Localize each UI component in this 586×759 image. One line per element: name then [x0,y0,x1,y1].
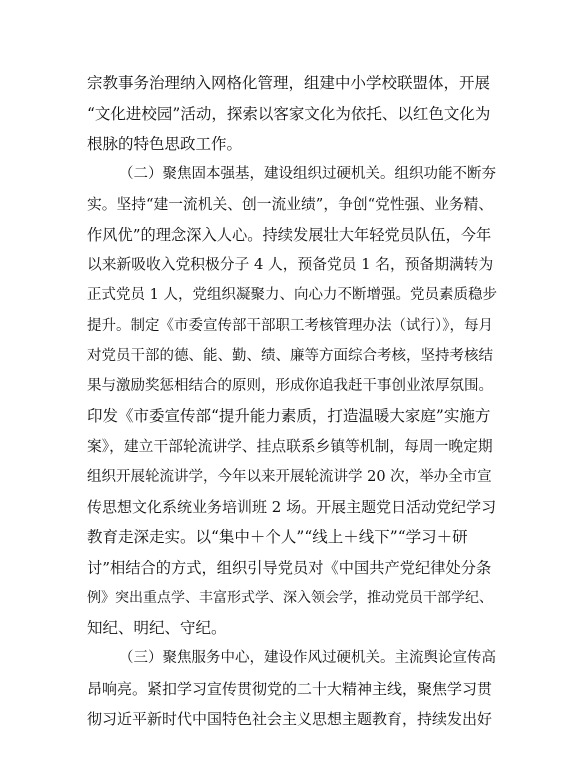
text-line: 传思想文化系统业务培训班 2 场。开展主题党日活动党纪学习 [87,498,497,516]
text-line: 以来新吸收入党积极分子 4 人，预备党员 1 名，预备期满转为 [87,256,494,273]
section-heading-line: （二）聚焦固本强基，建设组织过硬机关。组织功能不断夯 [119,166,496,182]
text-line: 对党员干部的德、能、勤、绩、廉等方面综合考核，坚持考核结 [87,348,493,364]
text-line: 组织开展轮流讲学，今年以来开展轮流讲学 20 次，举办全市宣 [87,469,492,485]
text-line: 例》突出重点学、丰富形式学、深入领会学，推动党员干部学纪、 [87,590,493,606]
text-line: “文化进校园”活动，探索以客家文化为依托、以红色文化为 [87,105,491,123]
text-line: 正式党员 1 人，党组织凝聚力、向心力不断增强。党员素质稳步 [87,287,497,303]
text-line: 彻习近平新时代中国特色社会主义思想主题教育，持续发出好 [87,710,493,728]
text-line: 实。坚持“建一流机关、创一流业绩”，争创“党性强、业务精、 [87,196,494,213]
text-line: 讨”相结合的方式，组织引导党员对《中国共产党纪律处分条 [87,559,492,577]
text-line: 印发《市委宣传部“提升能力素质，打造温暖大家庭”实施方 [87,407,491,425]
text-line: 提升。制定《市委宣传部干部职工考核管理办法（试行）》，每月 [87,318,493,334]
text-line: 教育走深走实。以“集中＋个人”“线上＋线下”“学习＋研 [87,528,468,546]
text-line: 作风优”的理念深入人心。持续发展壮大年轻党员队伍，今年 [87,226,492,244]
text-line: 昂响亮。紧扣学习宣传贯彻党的二十大精神主线，聚焦学习贯 [87,680,493,698]
text-line: 果与激励奖惩相结合的原则，形成你追我赶干事创业浓厚氛围。 [87,378,493,394]
text-line: 宗教事务治理纳入网格化管理，组建中小学校联盟体，开展 [87,74,491,92]
section-heading-line: （三）聚焦服务中心，建设作风过硬机关。主流舆论宣传高 [119,650,496,666]
text-line: 知纪、明纪、守纪。 [87,619,227,637]
text-line: 案》，建立干部轮流讲学、挂点联系乡镇等机制，每周一晚定期 [87,438,493,455]
text-line: 根脉的特色思政工作。 [87,135,243,153]
